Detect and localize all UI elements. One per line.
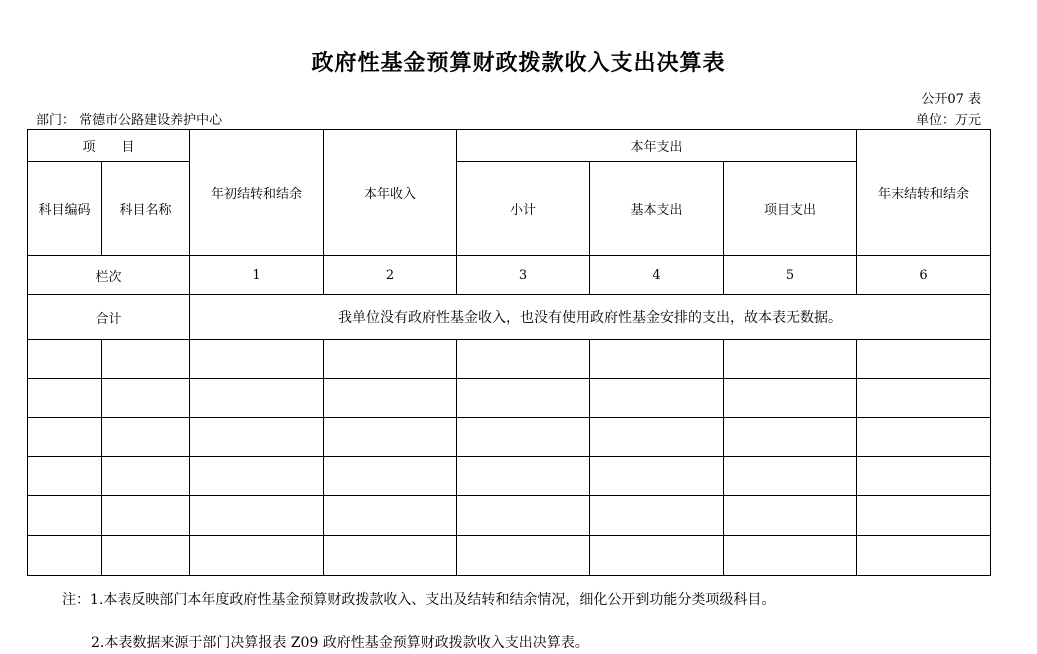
- table-row: [28, 379, 991, 418]
- footnote-2: 2.本表数据来源于部门决算报表 Z09 政府性基金预算财政拨款收入支出决算表。: [91, 635, 589, 651]
- department-label: 部门： 常德市公路建设养护中心: [36, 113, 223, 128]
- header-subtotal: 小计: [457, 162, 590, 256]
- total-label: 合计: [28, 295, 190, 340]
- column-index-4: 4: [590, 256, 724, 295]
- column-index-label: 栏次: [28, 256, 190, 295]
- table-row: [28, 340, 991, 379]
- column-index-5: 5: [724, 256, 857, 295]
- column-index-6: 6: [857, 256, 991, 295]
- header-item: 项 目: [28, 130, 190, 162]
- column-index-2: 2: [324, 256, 457, 295]
- footnote-1: 注：1.本表反映部门本年度政府性基金预算财政拨款收入、支出及结转和结余情况，细化公开到功能分类项级科目。: [62, 592, 776, 608]
- header-project-expense: 项目支出: [724, 162, 857, 256]
- column-index-3: 3: [457, 256, 590, 295]
- table-row: [28, 418, 991, 457]
- table-row: [28, 457, 991, 496]
- column-index-1: 1: [190, 256, 324, 295]
- header-subject-code: 科目编码: [28, 162, 102, 256]
- header-begin-balance: 年初结转和结余: [190, 130, 324, 256]
- header-current-expense: 本年支出: [457, 130, 857, 162]
- form-number: 公开07 表: [921, 92, 981, 107]
- header-end-balance: 年末结转和结余: [857, 130, 991, 256]
- header-subject-name: 科目名称: [102, 162, 190, 256]
- page-title: 政府性基金预算财政拨款收入支出决算表: [311, 51, 726, 76]
- header-basic-expense: 基本支出: [590, 162, 724, 256]
- unit-label: 单位：万元: [915, 113, 981, 128]
- no-data-message: 我单位没有政府性基金收入，也没有使用政府性基金安排的支出，故本表无数据。: [190, 295, 991, 340]
- header-current-income: 本年收入: [324, 130, 457, 256]
- table-row: [28, 496, 991, 536]
- budget-table: [27, 129, 991, 576]
- table-row: [28, 536, 991, 576]
